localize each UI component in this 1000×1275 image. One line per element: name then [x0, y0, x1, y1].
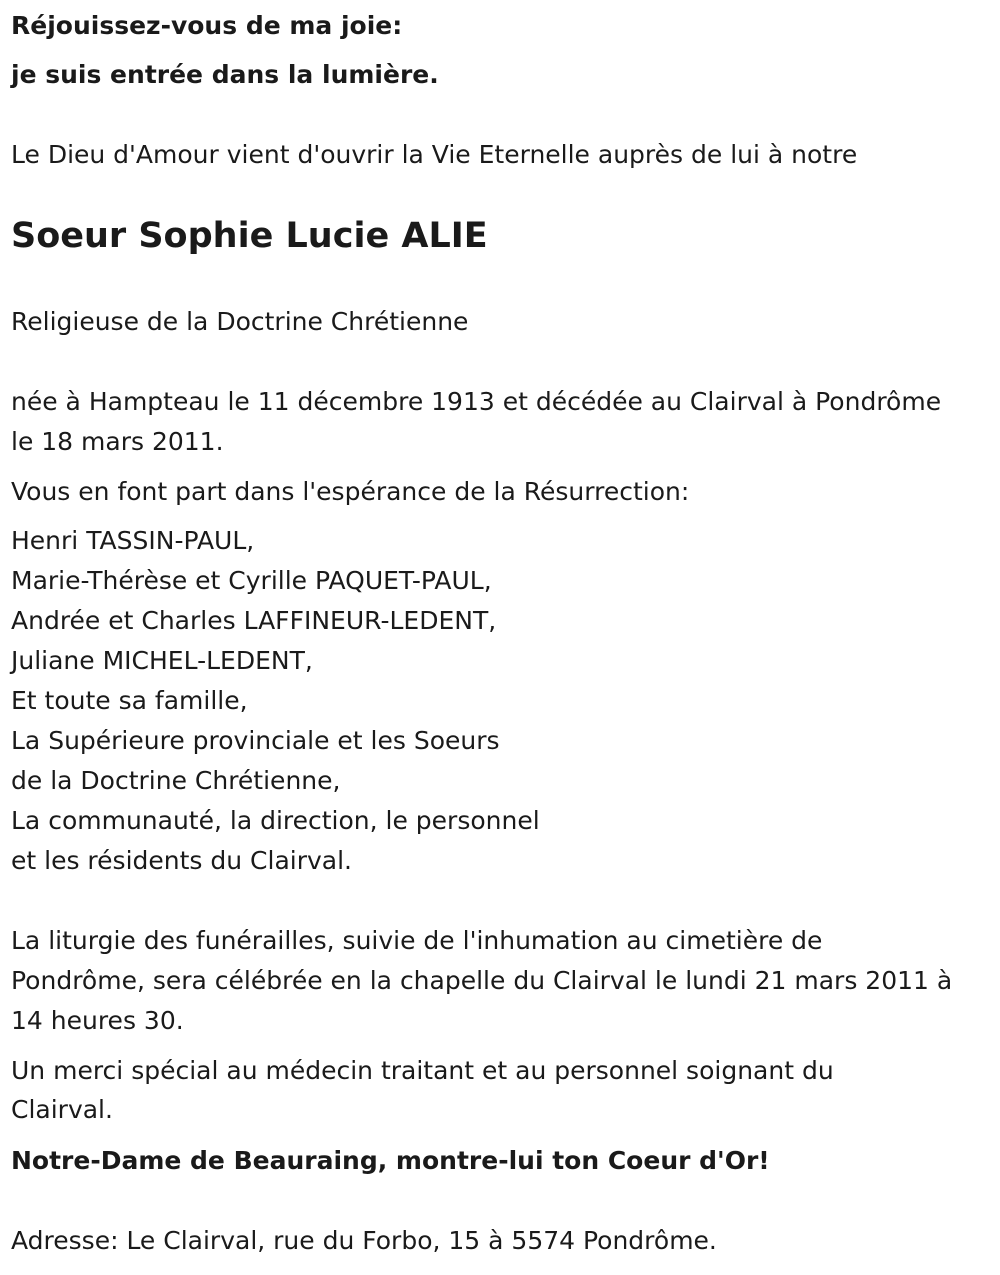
funeral-line-3: 14 heures 30. — [11, 1006, 184, 1035]
mourner-line: La communauté, la direction, le personnel — [11, 806, 540, 835]
mourner-line: Juliane MICHEL-LEDENT, — [11, 646, 313, 675]
mourner-line: Et toute sa famille, — [11, 686, 248, 715]
mourner-line: de la Doctrine Chrétienne, — [11, 766, 341, 795]
address-text: Adresse: Le Clairval, rue du Forbo, 15 à 5574 Pondrôme. — [11, 1226, 717, 1255]
deceased-name: Soeur Sophie Lucie ALIE — [11, 216, 488, 256]
epigraph-line-1: Réjouissez-vous de ma joie: — [11, 11, 403, 40]
thanks-line-1: Un merci spécial au médecin traitant et au personnel soignant du — [11, 1056, 834, 1085]
intro-text: Le Dieu d'Amour vient d'ouvrir la Vie Eternelle auprès de lui à notre — [11, 140, 858, 169]
epigraph-line-2: je suis entrée dans la lumière. — [11, 60, 439, 89]
announcement-intro: Vous en font part dans l'espérance de la Résurrection: — [11, 477, 690, 506]
mourner-line: Andrée et Charles LAFFINEUR-LEDENT, — [11, 606, 497, 635]
congregation-text: Religieuse de la Doctrine Chrétienne — [11, 307, 469, 336]
mourner-line: et les résidents du Clairval. — [11, 846, 352, 875]
funeral-line-1: La liturgie des funérailles, suivie de l'inhumation au cimetière de — [11, 926, 823, 955]
thanks-line-2: Clairval. — [11, 1095, 113, 1124]
mourner-line: Henri TASSIN-PAUL, — [11, 526, 255, 555]
mourner-line: Marie-Thérèse et Cyrille PAQUET-PAUL, — [11, 566, 492, 595]
prayer-text: Notre-Dame de Beauraing, montre-lui ton Coeur d'Or! — [11, 1146, 770, 1175]
birth-death-line-1: née à Hampteau le 11 décembre 1913 et décédée au Clairval à Pondrôme — [11, 387, 942, 416]
birth-death-line-2: le 18 mars 2011. — [11, 427, 224, 456]
funeral-line-2: Pondrôme, sera célébrée en la chapelle du Clairval le lundi 21 mars 2011 à — [11, 966, 953, 995]
mourner-line: La Supérieure provinciale et les Soeurs — [11, 726, 500, 755]
